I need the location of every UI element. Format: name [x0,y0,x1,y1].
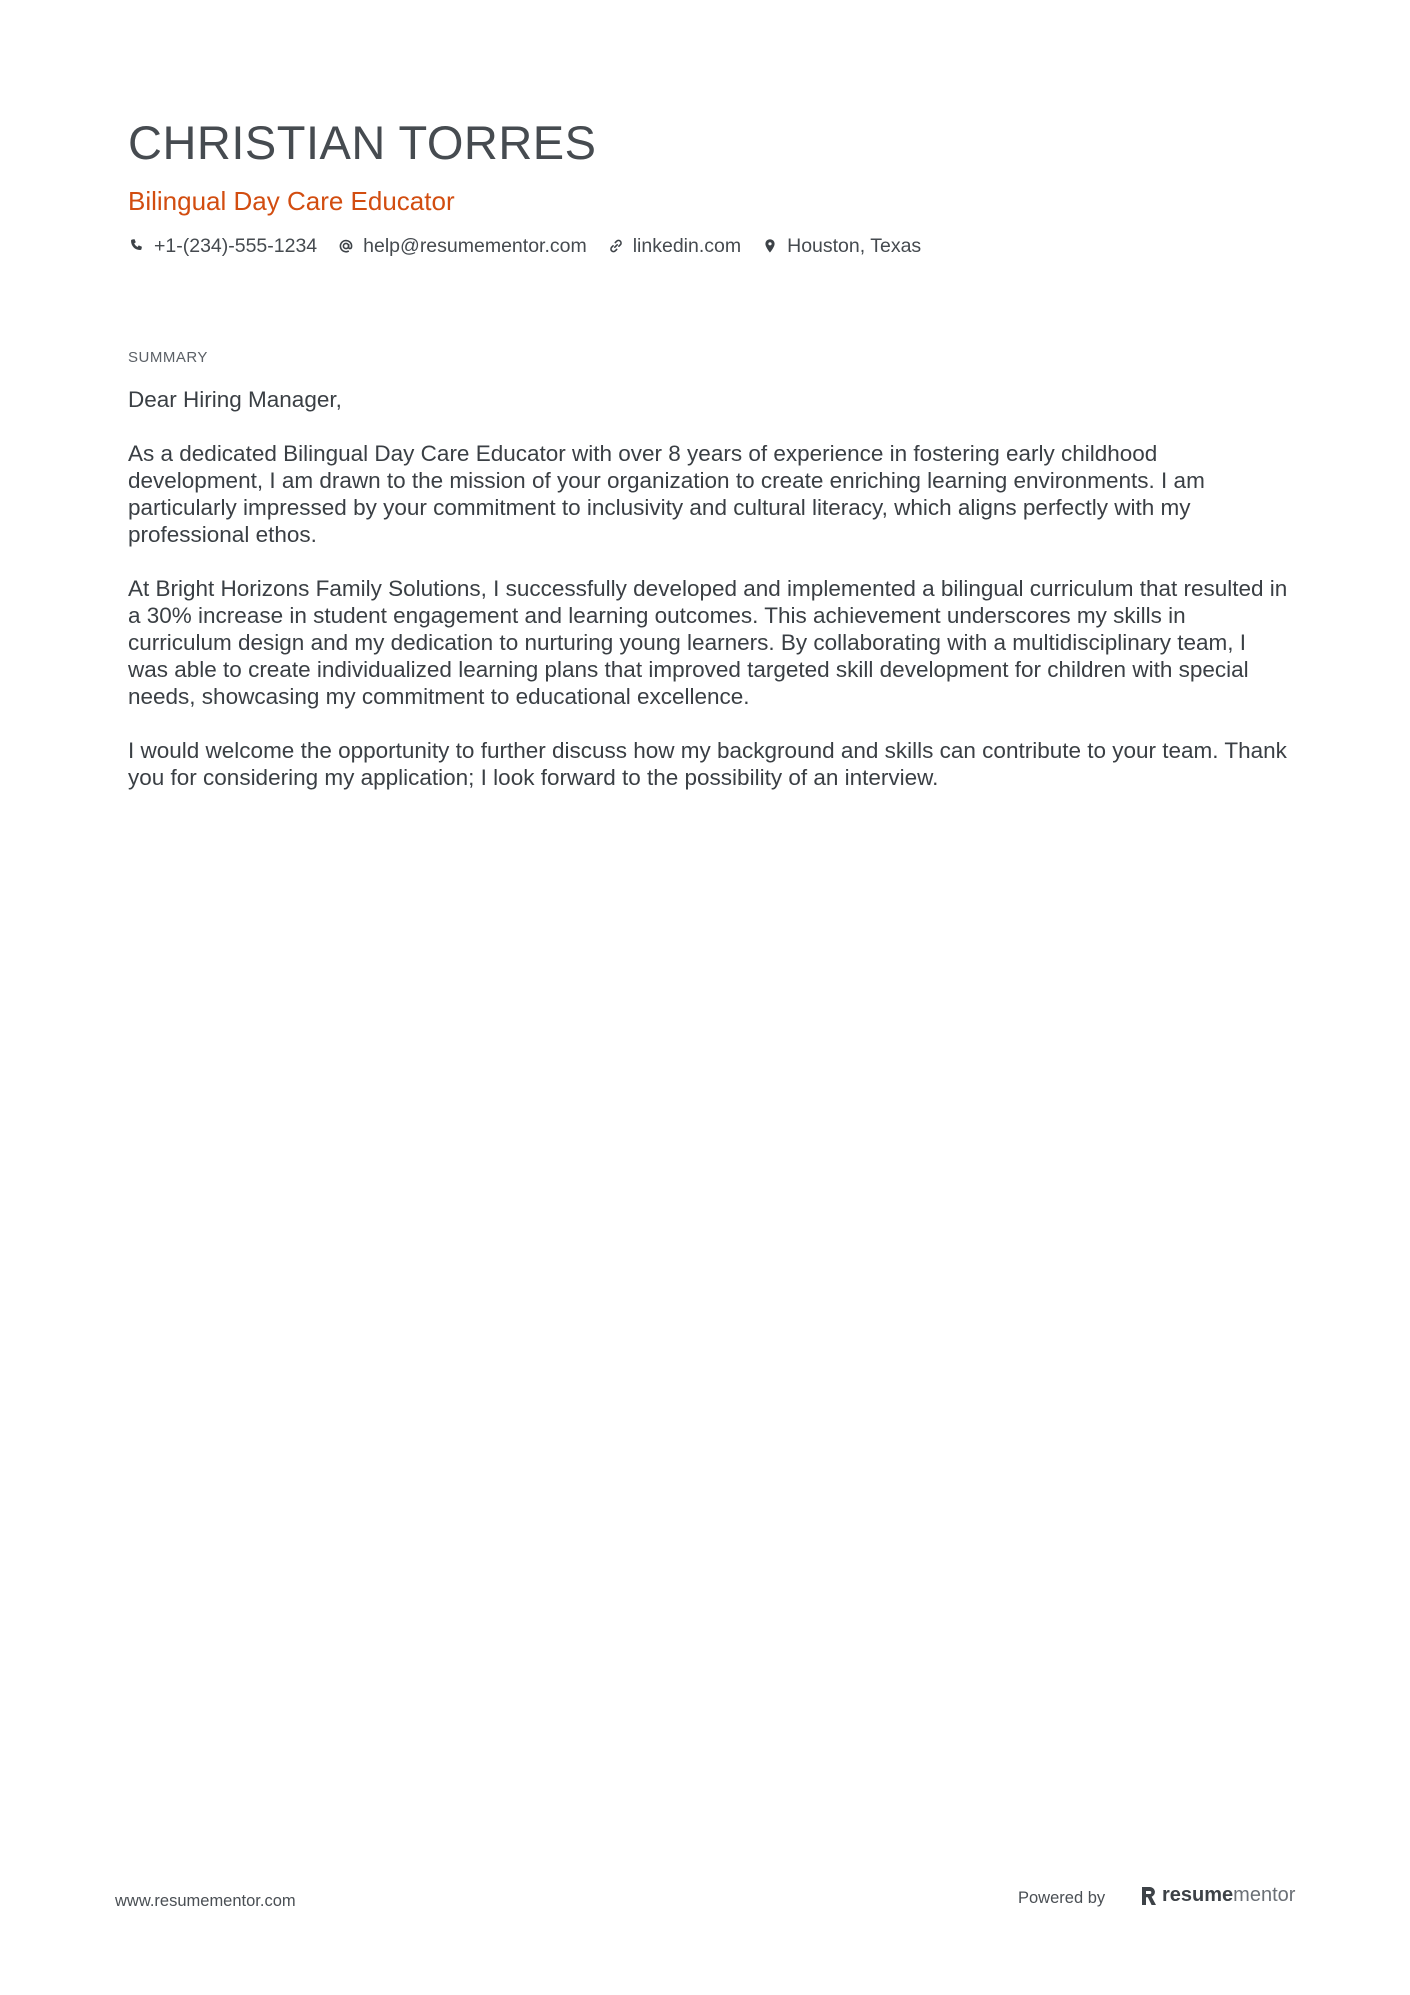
email-text: help@resumementor.com [363,235,587,257]
greeting: Dear Hiring Manager, [128,387,342,412]
candidate-name: CHRISTIAN TORRES [128,116,597,169]
powered-by-label: Powered by [1018,1889,1106,1907]
phone-text: +1-(234)-555-1234 [154,235,318,257]
letter-paragraph: I would welcome the opportunity to further discuss how my background and skills can contribute to your team. Thank you for considering my application; I look forward to the possibility of an interview. [128,738,1287,790]
footer-url[interactable]: www.resumementor.com [115,1892,296,1910]
resume-page [128,110,1288,818]
contact-linkedin[interactable] [607,232,741,260]
cover-letter-body [128,386,1288,791]
contact-phone[interactable] [128,232,317,260]
location-text: Houston, Texas [787,235,922,257]
resumementor-logo-icon [1140,1885,1158,1907]
job-title: Bilingual Day Care Educator [128,186,455,216]
link-icon [607,237,625,255]
linkedin-text: linkedin.com [632,235,742,257]
contact-bar [128,232,1288,260]
letter-paragraph: At Bright Horizons Family Solutions, I successfully developed and implemented a bilingual curriculum that resulted in a 30% increase in student engagement and learning outcomes. This achievement underscores my skills in curriculum design and my dedication to nurturing young learners. By collaborating with a multidisciplinary team, I was able to create individualized learning plans that improved targeted skill development for children with special needs, showcasing my commitment to educational excellence. [128,576,1288,709]
contact-location [761,232,921,260]
page-footer [0,1880,1410,1920]
phone-icon [128,237,146,255]
letter-paragraph: As a dedicated Bilingual Day Care Educator with over 8 years of experience in fostering early childhood development, I am drawn to the mission of your organization to create enriching learning environments. I am particularly impressed by your commitment to inclusivity and cultural literacy, which aligns perfectly with my professional ethos. [128,441,1205,547]
at-icon [337,237,355,255]
summary-heading: SUMMARY [128,349,208,366]
brand-light: mentor [1233,1884,1296,1906]
brand-bold: resume [1162,1884,1234,1906]
brand-logo[interactable] [1140,1884,1295,1907]
map-pin-icon [761,237,779,255]
contact-email[interactable] [337,232,587,260]
